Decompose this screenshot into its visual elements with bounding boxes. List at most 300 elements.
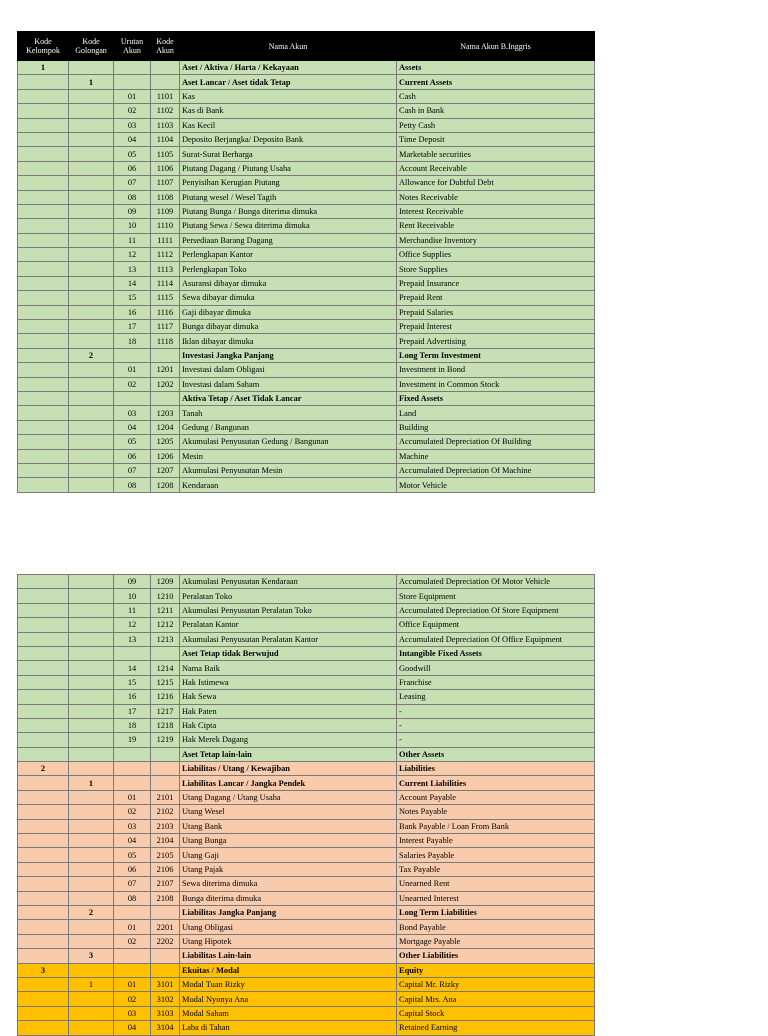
table-row — [18, 618, 595, 632]
kode-kelompok-cell — [18, 603, 69, 617]
nama-akun-en-cell: Bank Payable / Loan From Bank — [397, 819, 595, 833]
kode-akun-cell: 1206 — [151, 449, 180, 463]
nama-akun-cell: Asuransi dibayar dimuka — [180, 276, 397, 290]
nama-akun-cell: Kas — [180, 89, 397, 103]
nama-akun-cell: Aktiva Tetap / Aset Tidak Lancar — [180, 391, 397, 405]
urutan-akun-cell: 10 — [114, 219, 151, 233]
nama-akun-cell: Utang Wesel — [180, 805, 397, 819]
urutan-akun-cell: 19 — [114, 733, 151, 747]
nama-akun-cell: Sewa dibayar dimuka — [180, 291, 397, 305]
urutan-akun-cell — [114, 949, 151, 963]
kode-golongan-cell — [69, 1006, 114, 1020]
urutan-akun-cell: 09 — [114, 575, 151, 589]
table-row — [18, 61, 595, 75]
kode-akun-cell: 1202 — [151, 377, 180, 391]
urutan-akun-cell: 15 — [114, 291, 151, 305]
table-row — [18, 848, 595, 862]
urutan-akun-cell: 11 — [114, 603, 151, 617]
table-row — [18, 391, 595, 405]
nama-akun-en-cell: Liabilities — [397, 762, 595, 776]
nama-akun-en-cell: Other Assets — [397, 747, 595, 761]
nama-akun-en-cell: Allowance for Dubtful Debt — [397, 176, 595, 190]
kode-kelompok-cell — [18, 435, 69, 449]
nama-akun-cell: Piutang wesel / Wesel Tagih — [180, 190, 397, 204]
nama-akun-en-cell: Accumulated Depreciation Of Machine — [397, 463, 595, 477]
kode-golongan-cell — [69, 862, 114, 876]
kode-kelompok-cell — [18, 190, 69, 204]
kode-akun-cell: 1106 — [151, 161, 180, 175]
nama-akun-en-cell: Rent Receivable — [397, 219, 595, 233]
kode-golongan-cell — [69, 891, 114, 905]
nama-akun-en-cell: Marketable securities — [397, 147, 595, 161]
urutan-akun-cell — [114, 905, 151, 919]
nama-akun-cell: Liabilitas Lancar / Jangka Pendek — [180, 776, 397, 790]
nama-akun-en-cell: Office Equipment — [397, 618, 595, 632]
header-kode-golongan: Kode Golongan — [69, 32, 114, 61]
kode-kelompok-cell — [18, 776, 69, 790]
urutan-akun-cell: 01 — [114, 363, 151, 377]
kode-akun-cell — [151, 776, 180, 790]
table-row — [18, 819, 595, 833]
table-row — [18, 862, 595, 876]
kode-kelompok-cell — [18, 147, 69, 161]
kode-akun-cell: 1101 — [151, 89, 180, 103]
nama-akun-cell: Liabilitas Lain-lain — [180, 949, 397, 963]
table-row — [18, 233, 595, 247]
table-row — [18, 603, 595, 617]
kode-kelompok-cell — [18, 363, 69, 377]
nama-akun-en-cell: Accumulated Depreciation Of Office Equipment — [397, 632, 595, 646]
kode-golongan-cell — [69, 233, 114, 247]
kode-kelompok-cell — [18, 161, 69, 175]
kode-akun-cell: 1214 — [151, 661, 180, 675]
nama-akun-cell: Hak Paten — [180, 704, 397, 718]
urutan-akun-cell: 02 — [114, 104, 151, 118]
kode-kelompok-cell — [18, 1006, 69, 1020]
table-row — [18, 334, 595, 348]
urutan-akun-cell: 04 — [114, 420, 151, 434]
kode-akun-cell: 1102 — [151, 104, 180, 118]
kode-akun-cell: 2201 — [151, 920, 180, 934]
nama-akun-en-cell: Prepaid Advertising — [397, 334, 595, 348]
kode-golongan-cell — [69, 276, 114, 290]
nama-akun-cell: Modal Saham — [180, 1006, 397, 1020]
kode-golongan-cell — [69, 718, 114, 732]
nama-akun-cell: Piutang Sewa / Sewa diterima dimuka — [180, 219, 397, 233]
nama-akun-cell: Modal Nyonya Ana — [180, 992, 397, 1006]
kode-golongan-cell: 1 — [69, 776, 114, 790]
table-row — [18, 790, 595, 804]
table-row — [18, 320, 595, 334]
kode-golongan-cell — [69, 704, 114, 718]
kode-akun-cell: 1213 — [151, 632, 180, 646]
kode-golongan-cell — [69, 305, 114, 319]
table-row — [18, 1006, 595, 1020]
kode-golongan-cell — [69, 632, 114, 646]
kode-golongan-cell — [69, 618, 114, 632]
kode-kelompok-cell: 3 — [18, 963, 69, 977]
kode-kelompok-cell — [18, 320, 69, 334]
nama-akun-en-cell: Accumulated Depreciation Of Store Equipment — [397, 603, 595, 617]
urutan-akun-cell: 01 — [114, 920, 151, 934]
table-row — [18, 104, 595, 118]
table-row — [18, 363, 595, 377]
kode-kelompok-cell — [18, 204, 69, 218]
kode-golongan-cell: 1 — [69, 977, 114, 991]
kode-akun-cell: 1203 — [151, 406, 180, 420]
kode-golongan-cell — [69, 363, 114, 377]
nama-akun-cell: Investasi dalam Saham — [180, 377, 397, 391]
urutan-akun-cell: 04 — [114, 834, 151, 848]
urutan-akun-cell: 07 — [114, 877, 151, 891]
kode-akun-cell: 1118 — [151, 334, 180, 348]
urutan-akun-cell: 02 — [114, 992, 151, 1006]
kode-golongan-cell — [69, 204, 114, 218]
kode-golongan-cell — [69, 848, 114, 862]
nama-akun-cell: Nama Baik — [180, 661, 397, 675]
nama-akun-cell: Peralatan Toko — [180, 589, 397, 603]
kode-akun-cell: 1117 — [151, 320, 180, 334]
kode-kelompok-cell — [18, 276, 69, 290]
kode-akun-cell — [151, 646, 180, 660]
table-row — [18, 718, 595, 732]
kode-kelompok-cell — [18, 219, 69, 233]
urutan-akun-cell: 02 — [114, 805, 151, 819]
kode-akun-cell: 1109 — [151, 204, 180, 218]
nama-akun-en-cell: Franchise — [397, 675, 595, 689]
kode-golongan-cell — [69, 391, 114, 405]
nama-akun-en-cell: Assets — [397, 61, 595, 75]
kode-akun-cell: 3104 — [151, 1021, 180, 1035]
urutan-akun-cell: 14 — [114, 661, 151, 675]
kode-akun-cell: 1116 — [151, 305, 180, 319]
table-row — [18, 190, 595, 204]
table-row — [18, 762, 595, 776]
table-row — [18, 963, 595, 977]
urutan-akun-cell: 13 — [114, 262, 151, 276]
table-row — [18, 805, 595, 819]
kode-golongan-cell — [69, 406, 114, 420]
nama-akun-cell: Kas Kecil — [180, 118, 397, 132]
table-row — [18, 204, 595, 218]
table-row — [18, 905, 595, 919]
nama-akun-en-cell: Retained Earning — [397, 1021, 595, 1035]
table-row — [18, 690, 595, 704]
kode-kelompok-cell — [18, 834, 69, 848]
kode-golongan-cell — [69, 89, 114, 103]
urutan-akun-cell: 16 — [114, 305, 151, 319]
nama-akun-en-cell: - — [397, 704, 595, 718]
header-kode-kelompok: Kode Kelompok — [18, 32, 69, 61]
nama-akun-en-cell: Prepaid Insurance — [397, 276, 595, 290]
kode-kelompok-cell — [18, 977, 69, 991]
kode-golongan-cell — [69, 190, 114, 204]
nama-akun-cell: Liabilitas Jangka Panjang — [180, 905, 397, 919]
table-row — [18, 675, 595, 689]
kode-golongan-cell — [69, 435, 114, 449]
table-row — [18, 589, 595, 603]
kode-akun-cell: 1205 — [151, 435, 180, 449]
nama-akun-en-cell: Investment in Bond — [397, 363, 595, 377]
kode-akun-cell: 1113 — [151, 262, 180, 276]
kode-golongan-cell — [69, 646, 114, 660]
nama-akun-cell: Aset Tetap tidak Berwujud — [180, 646, 397, 660]
nama-akun-cell: Piutang Dagang / Piutang Usaha — [180, 161, 397, 175]
kode-golongan-cell — [69, 61, 114, 75]
table-row — [18, 435, 595, 449]
kode-akun-cell: 1107 — [151, 176, 180, 190]
table-row — [18, 147, 595, 161]
urutan-akun-cell: 16 — [114, 690, 151, 704]
nama-akun-en-cell: Interest Receivable — [397, 204, 595, 218]
urutan-akun-cell: 12 — [114, 248, 151, 262]
kode-akun-cell: 1212 — [151, 618, 180, 632]
nama-akun-cell: Laba di Tahan — [180, 1021, 397, 1035]
nama-akun-cell: Akumulasi Penyusutan Peralatan Toko — [180, 603, 397, 617]
nama-akun-cell: Perlengkapan Toko — [180, 262, 397, 276]
kode-kelompok-cell — [18, 291, 69, 305]
kode-kelompok-cell: 2 — [18, 762, 69, 776]
kode-akun-cell: 1114 — [151, 276, 180, 290]
nama-akun-cell: Hak Cipta — [180, 718, 397, 732]
kode-kelompok-cell — [18, 877, 69, 891]
kode-golongan-cell — [69, 176, 114, 190]
kode-akun-cell: 2108 — [151, 891, 180, 905]
urutan-akun-cell: 17 — [114, 320, 151, 334]
kode-kelompok-cell — [18, 646, 69, 660]
kode-kelompok-cell — [18, 819, 69, 833]
kode-kelompok-cell — [18, 262, 69, 276]
kode-kelompok-cell — [18, 848, 69, 862]
kode-kelompok-cell — [18, 790, 69, 804]
table-header-row — [18, 32, 595, 61]
urutan-akun-cell — [114, 646, 151, 660]
kode-kelompok-cell — [18, 478, 69, 492]
urutan-akun-cell: 03 — [114, 118, 151, 132]
urutan-akun-cell: 03 — [114, 406, 151, 420]
kode-golongan-cell — [69, 733, 114, 747]
nama-akun-en-cell: Goodwill — [397, 661, 595, 675]
nama-akun-en-cell: Capital Mrs. Ana — [397, 992, 595, 1006]
nama-akun-en-cell: Motor Vehicle — [397, 478, 595, 492]
urutan-akun-cell: 02 — [114, 934, 151, 948]
urutan-akun-cell: 06 — [114, 449, 151, 463]
table-row — [18, 276, 595, 290]
urutan-akun-cell: 03 — [114, 1006, 151, 1020]
kode-akun-cell: 1216 — [151, 690, 180, 704]
urutan-akun-cell: 05 — [114, 435, 151, 449]
kode-golongan-cell — [69, 834, 114, 848]
kode-akun-cell: 2104 — [151, 834, 180, 848]
kode-golongan-cell — [69, 147, 114, 161]
kode-kelompok-cell — [18, 949, 69, 963]
urutan-akun-cell — [114, 61, 151, 75]
kode-golongan-cell — [69, 104, 114, 118]
kode-kelompok-cell — [18, 1021, 69, 1035]
kode-golongan-cell — [69, 589, 114, 603]
table-row — [18, 449, 595, 463]
nama-akun-cell: Penyisihan Kerugian Piutang — [180, 176, 397, 190]
table-row — [18, 118, 595, 132]
kode-golongan-cell — [69, 420, 114, 434]
nama-akun-cell: Deposito Berjangka/ Deposito Bank — [180, 132, 397, 146]
kode-kelompok-cell — [18, 377, 69, 391]
kode-kelompok-cell — [18, 934, 69, 948]
kode-kelompok-cell — [18, 905, 69, 919]
kode-kelompok-cell — [18, 747, 69, 761]
kode-golongan-cell — [69, 690, 114, 704]
nama-akun-cell: Liabilitas / Utang / Kewajiban — [180, 762, 397, 776]
kode-golongan-cell — [69, 449, 114, 463]
nama-akun-cell: Surat-Surat Berharga — [180, 147, 397, 161]
kode-kelompok-cell — [18, 334, 69, 348]
table-row — [18, 920, 595, 934]
nama-akun-en-cell: Store Supplies — [397, 262, 595, 276]
nama-akun-cell: Utang Obligasi — [180, 920, 397, 934]
header-kode-akun: Kode Akun — [151, 32, 180, 61]
urutan-akun-cell: 08 — [114, 891, 151, 905]
kode-akun-cell: 1105 — [151, 147, 180, 161]
kode-golongan-cell — [69, 575, 114, 589]
nama-akun-cell: Tanah — [180, 406, 397, 420]
nama-akun-en-cell: Time Deposit — [397, 132, 595, 146]
nama-akun-cell: Mesin — [180, 449, 397, 463]
nama-akun-cell: Investasi dalam Obligasi — [180, 363, 397, 377]
urutan-akun-cell: 07 — [114, 176, 151, 190]
table-row — [18, 992, 595, 1006]
nama-akun-en-cell: Long Term Liabilities — [397, 905, 595, 919]
kode-golongan-cell — [69, 377, 114, 391]
nama-akun-en-cell: Cash in Bank — [397, 104, 595, 118]
kode-kelompok-cell — [18, 704, 69, 718]
nama-akun-cell: Gaji dibayar dimuka — [180, 305, 397, 319]
kode-akun-cell: 2107 — [151, 877, 180, 891]
kode-akun-cell: 1207 — [151, 463, 180, 477]
nama-akun-cell: Utang Gaji — [180, 848, 397, 862]
kode-akun-cell — [151, 905, 180, 919]
nama-akun-en-cell: Petty Cash — [397, 118, 595, 132]
nama-akun-cell: Utang Bunga — [180, 834, 397, 848]
table-row — [18, 977, 595, 991]
urutan-akun-cell: 12 — [114, 618, 151, 632]
kode-golongan-cell — [69, 934, 114, 948]
table-row — [18, 463, 595, 477]
urutan-akun-cell: 04 — [114, 132, 151, 146]
kode-akun-cell: 1104 — [151, 132, 180, 146]
kode-kelompok-cell — [18, 862, 69, 876]
nama-akun-en-cell: Capital Mr. Rizky — [397, 977, 595, 991]
kode-akun-cell: 1218 — [151, 718, 180, 732]
nama-akun-en-cell: Merchandise Inventory — [397, 233, 595, 247]
nama-akun-en-cell: Investment in Common Stock — [397, 377, 595, 391]
urutan-akun-cell: 01 — [114, 790, 151, 804]
kode-kelompok-cell — [18, 118, 69, 132]
kode-kelompok-cell — [18, 632, 69, 646]
urutan-akun-cell — [114, 963, 151, 977]
kode-akun-cell — [151, 391, 180, 405]
kode-kelompok-cell — [18, 406, 69, 420]
table-row — [18, 305, 595, 319]
kode-kelompok-cell — [18, 575, 69, 589]
kode-akun-cell: 2202 — [151, 934, 180, 948]
kode-akun-cell: 3101 — [151, 977, 180, 991]
nama-akun-cell: Investasi Jangka Panjang — [180, 348, 397, 362]
table-row — [18, 575, 595, 589]
kode-akun-cell: 1108 — [151, 190, 180, 204]
nama-akun-cell: Hak Merek Dagang — [180, 733, 397, 747]
kode-golongan-cell — [69, 463, 114, 477]
table-row — [18, 1021, 595, 1035]
nama-akun-en-cell: Other Liabilities — [397, 949, 595, 963]
header-nama-akun: Nama Akun — [180, 32, 397, 61]
kode-kelompok-cell — [18, 589, 69, 603]
kode-kelompok-cell — [18, 391, 69, 405]
urutan-akun-cell: 03 — [114, 819, 151, 833]
kode-kelompok-cell — [18, 675, 69, 689]
kode-kelompok-cell: 1 — [18, 61, 69, 75]
kode-akun-cell: 1110 — [151, 219, 180, 233]
nama-akun-cell: Aset / Aktiva / Harta / Kekayaan — [180, 61, 397, 75]
table-row — [18, 834, 595, 848]
table-row — [18, 891, 595, 905]
kode-akun-cell: 3102 — [151, 992, 180, 1006]
table-row — [18, 262, 595, 276]
kode-golongan-cell — [69, 118, 114, 132]
urutan-akun-cell: 10 — [114, 589, 151, 603]
kode-akun-cell: 1115 — [151, 291, 180, 305]
kode-golongan-cell — [69, 963, 114, 977]
kode-akun-cell: 1209 — [151, 575, 180, 589]
table-row — [18, 646, 595, 660]
urutan-akun-cell: 01 — [114, 89, 151, 103]
table-row — [18, 89, 595, 103]
nama-akun-en-cell: Long Term Investment — [397, 348, 595, 362]
urutan-akun-cell: 11 — [114, 233, 151, 247]
table-row — [18, 733, 595, 747]
kode-akun-cell: 2101 — [151, 790, 180, 804]
nama-akun-cell: Gedung / Bangunan — [180, 420, 397, 434]
nama-akun-cell: Utang Dagang / Utang Usaha — [180, 790, 397, 804]
urutan-akun-cell — [114, 75, 151, 89]
urutan-akun-cell: 14 — [114, 276, 151, 290]
nama-akun-en-cell: Machine — [397, 449, 595, 463]
kode-kelompok-cell — [18, 420, 69, 434]
urutan-akun-cell: 13 — [114, 632, 151, 646]
kode-akun-cell: 1211 — [151, 603, 180, 617]
nama-akun-cell: Akumulasi Penyusutan Mesin — [180, 463, 397, 477]
nama-akun-en-cell: - — [397, 733, 595, 747]
nama-akun-cell: Ekuitas / Modal — [180, 963, 397, 977]
kode-kelompok-cell — [18, 920, 69, 934]
nama-akun-cell: Hak Sewa — [180, 690, 397, 704]
nama-akun-en-cell: - — [397, 718, 595, 732]
urutan-akun-cell: 06 — [114, 862, 151, 876]
nama-akun-en-cell: Current Liabilities — [397, 776, 595, 790]
nama-akun-en-cell: Bond Payable — [397, 920, 595, 934]
kode-golongan-cell — [69, 819, 114, 833]
kode-kelompok-cell — [18, 618, 69, 632]
urutan-akun-cell: 05 — [114, 848, 151, 862]
kode-golongan-cell — [69, 334, 114, 348]
nama-akun-en-cell: Store Equipment — [397, 589, 595, 603]
urutan-akun-cell: 18 — [114, 334, 151, 348]
nama-akun-en-cell: Building — [397, 420, 595, 434]
nama-akun-cell: Bunga dibayar dimuka — [180, 320, 397, 334]
table-row — [18, 176, 595, 190]
kode-kelompok-cell — [18, 233, 69, 247]
nama-akun-cell: Akumulasi Penyusutan Kendaraan — [180, 575, 397, 589]
header-nama-akun-en: Nama Akun B.Inggris — [397, 32, 595, 61]
